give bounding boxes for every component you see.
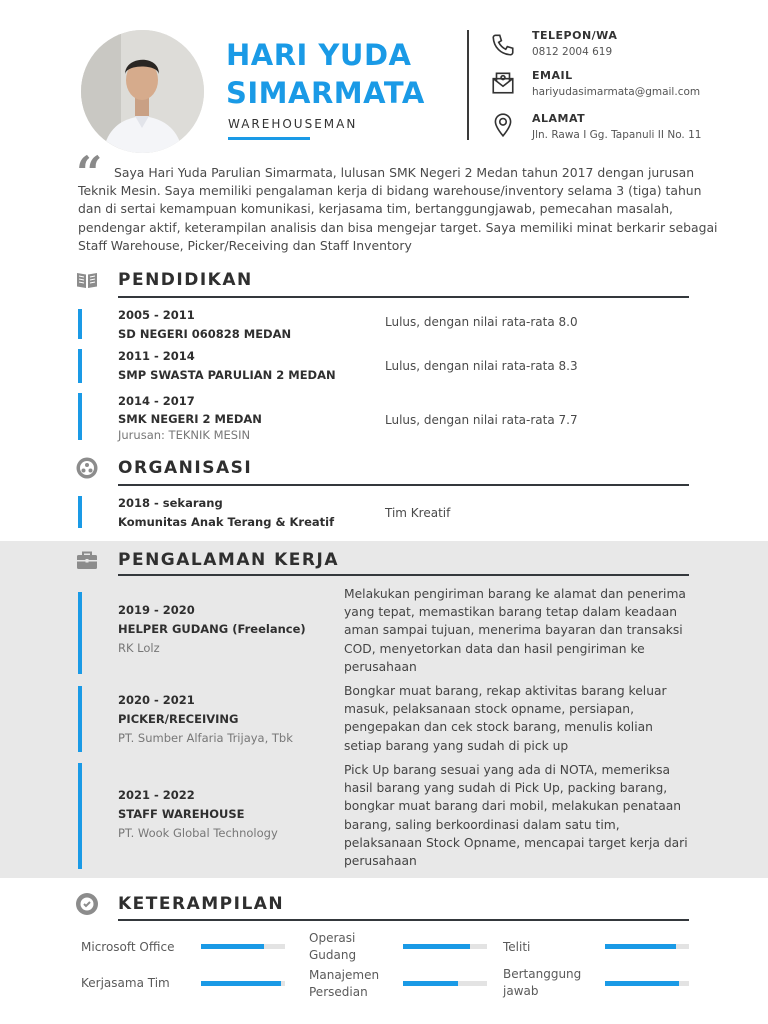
experience-position: HELPER GUDANG (Freelance) bbox=[118, 622, 306, 636]
email-icon bbox=[490, 70, 516, 96]
book-icon bbox=[75, 268, 99, 292]
experience-years: 2020 - 2021 bbox=[118, 693, 195, 707]
timeline-bar bbox=[78, 309, 82, 339]
skills-icon bbox=[75, 892, 99, 916]
experience-description: Bongkar muat barang, rekap aktivitas barang keluar masuk, pelaksanaan stock opname, persiapan, pengepakan dan cek stock barang, menulis kolian setiap barang yang sudah di pick up bbox=[344, 684, 667, 753]
experience-company: PT. Sumber Alfaria Trijaya, Tbk bbox=[118, 731, 293, 745]
skill-bar-track bbox=[403, 944, 487, 949]
name-line-2: SIMARMATA bbox=[226, 76, 425, 110]
experience-position: STAFF WAREHOUSE bbox=[118, 807, 245, 821]
skill-bar-fill bbox=[403, 981, 458, 986]
education-result: Lulus, dengan nilai rata-rata 8.3 bbox=[385, 359, 578, 373]
header-divider bbox=[467, 30, 469, 140]
address-label: ALAMAT bbox=[532, 112, 586, 125]
candidate-name bbox=[226, 36, 466, 112]
skill-bar-fill bbox=[403, 944, 470, 949]
timeline-bar bbox=[78, 592, 82, 674]
skill-bar-fill bbox=[605, 944, 676, 949]
experience-company: PT. Wook Global Technology bbox=[118, 826, 278, 840]
organization-years: 2018 - sekarang bbox=[118, 496, 223, 510]
education-result: Lulus, dengan nilai rata-rata 8.0 bbox=[385, 315, 578, 329]
email-value: hariyudasimarmata@gmail.com bbox=[532, 86, 701, 98]
section-rule-education bbox=[118, 296, 689, 298]
education-result: Lulus, dengan nilai rata-rata 7.7 bbox=[385, 413, 578, 427]
section-title-organization: ORGANISASI bbox=[118, 458, 253, 478]
section-rule-organization bbox=[118, 484, 689, 486]
quote-icon: “ bbox=[76, 146, 103, 200]
organization-role: Tim Kreatif bbox=[385, 506, 451, 520]
section-title-experience: PENGALAMAN KERJA bbox=[118, 550, 339, 570]
experience-years: 2019 - 2020 bbox=[118, 603, 195, 617]
education-school: SMP SWASTA PARULIAN 2 MEDAN bbox=[118, 368, 336, 382]
experience-description: Pick Up barang sesuai yang ada di NOTA, memeriksa hasil barang yang sudah di Pick Up, packing barang, bongkar muat barang dari mobil, melakukan penataan barang, saling berkoordinasi dalam satu tim, pelaksanaan Stock Opname, mencapai target kerja dari perusahaan bbox=[344, 763, 688, 869]
timeline-bar bbox=[78, 393, 82, 440]
education-years: 2005 - 2011 bbox=[118, 308, 195, 322]
email-label: EMAIL bbox=[532, 69, 573, 82]
profile-photo bbox=[81, 30, 204, 153]
skill-label: Teliti bbox=[503, 940, 531, 954]
experience-description: Melakukan pengiriman barang ke alamat dan penerima yang tepat, memastikan barang tetap dalam keadaan aman sampai tujuan, menerima bayaran dan transaksi COD, menyetorkan data dan hasil pengiriman ke perusahaan bbox=[344, 587, 686, 674]
skill-label: Operasi Gudang bbox=[309, 931, 357, 962]
section-title-education: PENDIDIKAN bbox=[118, 270, 253, 290]
timeline-bar bbox=[78, 349, 82, 383]
skill-label: Manajemen Persedian bbox=[309, 968, 380, 999]
education-years: 2014 - 2017 bbox=[118, 394, 195, 408]
education-major: Jurusan: TEKNIK MESIN bbox=[118, 428, 251, 442]
skill-bar-fill bbox=[605, 981, 679, 986]
skill-bar-fill bbox=[201, 944, 264, 949]
education-years: 2011 - 2014 bbox=[118, 349, 195, 363]
briefcase-icon bbox=[75, 548, 99, 572]
phone-label: TELEPON/WA bbox=[532, 29, 618, 42]
role-underline bbox=[228, 137, 310, 140]
section-rule-skills bbox=[118, 919, 689, 921]
section-rule-experience bbox=[118, 574, 689, 576]
experience-position: PICKER/RECEIVING bbox=[118, 712, 239, 726]
skill-bar-track bbox=[605, 981, 689, 986]
skill-bar-track bbox=[201, 981, 285, 986]
location-pin-icon bbox=[490, 112, 516, 138]
education-school: SD NEGERI 060828 MEDAN bbox=[118, 327, 292, 341]
skill-label: Kerjasama Tim bbox=[81, 976, 170, 990]
profile-summary: Saya Hari Yuda Parulian Simarmata, lulusan SMK Negeri 2 Medan tahun 2017 dengan jurusan Teknik Mesin. Saya memiliki pengalaman kerja di bidang warehouse/inventory selama 3 (tiga) tahun dan di sertai kemampuan komunikasi, kerjasama tim, bertanggungjawab, pemecahan masalah, pendengar aktif, keterampilan analisis dan bisa mengejar target. Saya memiliki minat berkarir sebagai Staff Warehouse, Picker/Receiving dan Staff Inventory bbox=[78, 165, 718, 253]
education-school: SMK NEGERI 2 MEDAN bbox=[118, 412, 262, 426]
timeline-bar bbox=[78, 686, 82, 752]
timeline-bar bbox=[78, 496, 82, 528]
organization-name: Komunitas Anak Terang & Kreatif bbox=[118, 515, 335, 529]
experience-years: 2021 - 2022 bbox=[118, 788, 195, 802]
skill-bar-track bbox=[201, 944, 285, 949]
phone-value: 0812 2004 619 bbox=[532, 46, 613, 58]
timeline-bar bbox=[78, 763, 82, 869]
name-line-1: HARI YUDA bbox=[226, 38, 412, 72]
job-role: WAREHOUSEMAN bbox=[228, 117, 358, 131]
experience-company: RK Lolz bbox=[118, 641, 160, 655]
gear-network-icon bbox=[75, 456, 99, 480]
skill-label: Microsoft Office bbox=[81, 940, 175, 954]
skill-bar-track bbox=[605, 944, 689, 949]
skill-bar-track bbox=[403, 981, 487, 986]
address-value: Jln. Rawa I Gg. Tapanuli II No. 11 bbox=[532, 129, 702, 141]
section-title-skills: KETERAMPILAN bbox=[118, 894, 285, 914]
skill-bar-fill bbox=[201, 981, 281, 986]
skill-label: Bertanggung jawab bbox=[503, 967, 582, 998]
phone-icon bbox=[490, 32, 516, 58]
